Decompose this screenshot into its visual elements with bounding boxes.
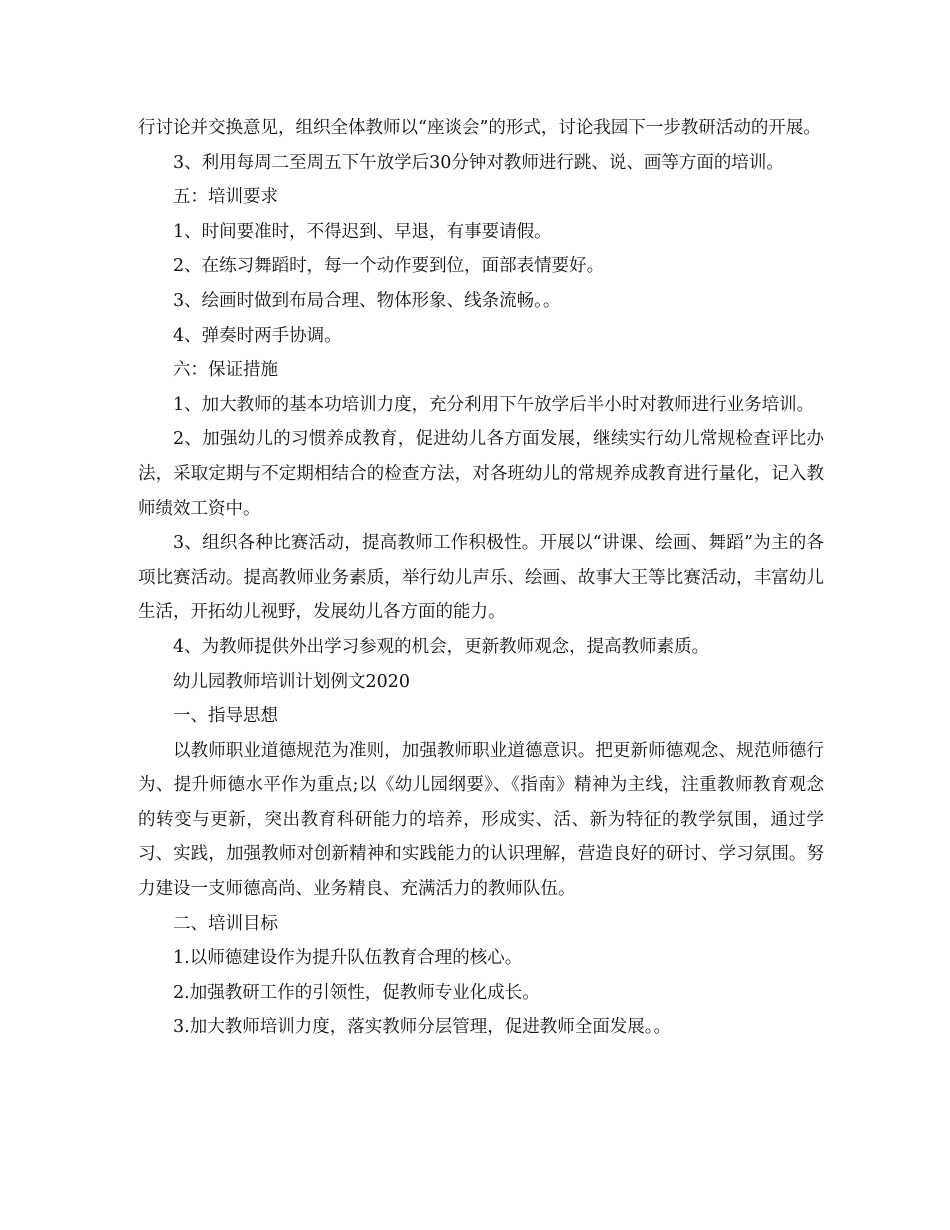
paragraph: 3.加大教师培训力度，落实教师分层管理，促进教师全面发展。。 — [173, 1017, 671, 1038]
paragraph: 4、为教师提供外出学习参观的机会，更新教师观念，提高教师素质。 — [173, 636, 710, 657]
paragraph: 1、加大教师的基本功培训力度，充分利用下午放学后半小时对教师进行业务培训。 — [173, 394, 815, 415]
document-title: 幼儿园教师培训计划例文2020 — [173, 671, 411, 692]
section-heading: 六：保证措施 — [173, 360, 278, 381]
section-heading: 二、培训目标 — [173, 913, 278, 934]
paragraph: 3、利用每周二至周五下午放学后30分钟对教师进行跳、说、画等方面的培训。 — [173, 152, 784, 173]
paragraph: 2、加强幼儿的习惯养成教育，促进幼儿各方面发展，继续实行幼儿常规检查评比办法，采取定期与不定期相结合的检查方法，对各班幼儿的常规养成教育进行量化，记入教师绩效工资中。 — [138, 429, 824, 519]
section-heading: 一、指导思想 — [173, 706, 278, 727]
paragraph: 1.以师德建设作为提升队伍教育合理的核心。 — [173, 948, 523, 969]
document-body — [138, 111, 824, 1045]
paragraph: 以教师职业道德规范为准则，加强教师职业道德意识。把更新师德观念、规范师德行为、提升师德水平作为重点;以《幼儿园纲要》、《指南》精神为主线，注重教师教育观念的转变与更新，突出教育科研能力的培养，形成实、活、新为特征的教学氛围，通过学习、实践，加强教师对创新精神和实践能力的认识理解，营造良好的研讨、学习氛围。努力建设一支师德高尚、业务精良、充满活力的教师队伍。 — [138, 740, 824, 900]
section-heading: 五：培训要求 — [173, 187, 278, 208]
paragraph: 3、绘画时做到布局合理、物体形象、线条流畅。。 — [173, 290, 561, 311]
paragraph: 4、弹奏时两手协调。 — [173, 325, 342, 346]
paragraph: 行讨论并交换意见，组织全体教师以“座谈会”的形式，讨论我园下一步教研活动的开展。 — [138, 118, 821, 138]
paragraph: 2.加强教研工作的引领性，促教师专业化成长。 — [173, 982, 540, 1003]
paragraph: 3、组织各种比赛活动，提高教师工作积极性。开展以“讲课、绘画、舞蹈”为主的各项比赛活动。提高教师业务素质，举行幼儿声乐、绘画、故事大王等比赛活动，丰富幼儿生活，开拓幼儿视野，发展幼儿各方面的能力。 — [138, 533, 824, 623]
paragraph: 2、在练习舞蹈时，每一个动作要到位，面部表情要好。 — [173, 256, 605, 277]
paragraph: 1、时间要准时，不得迟到、早退，有事要请假。 — [173, 221, 552, 242]
